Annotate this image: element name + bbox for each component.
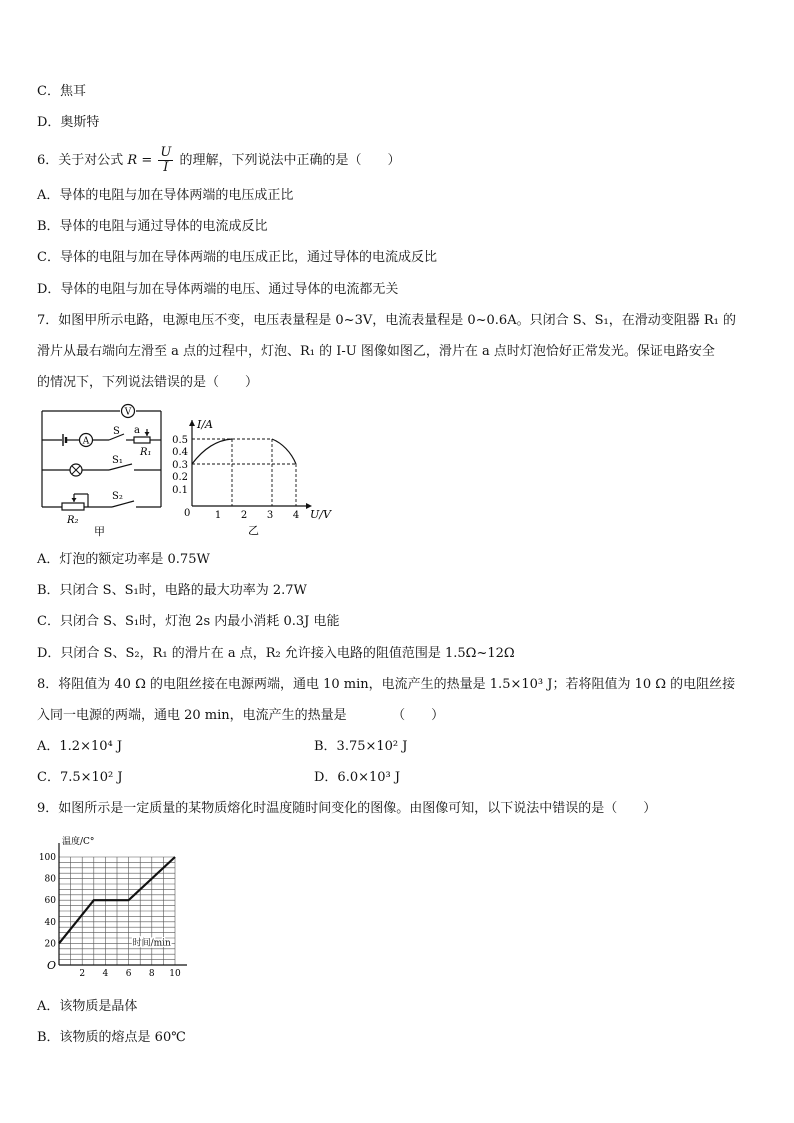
q7-stem-line1: 7．如图甲所示电路，电源电压不变，电压表量程是 0~3V，电流表量程是 0~0.6A。只闭合 S、S₁，在滑动变阻器 R₁ 的: [37, 313, 737, 328]
ytick-0.3: 0.3: [172, 460, 188, 471]
ytick-label: 100: [38, 853, 56, 863]
ytick-0.1: 0.1: [172, 485, 188, 496]
switch-s-label: S: [113, 426, 120, 437]
q6-option-d: D．导体的电阻与加在导体两端的电压、通过导体的电流都无关: [37, 282, 399, 297]
r2-slider-arrow-icon: [72, 498, 77, 502]
q8-option-b: B．3.75×10² J: [314, 739, 408, 754]
q8-option-a: A．1.2×10⁴ J: [37, 739, 123, 754]
q9-melting-chart: [34, 832, 224, 980]
q9-stem: 9．如图所示是一定质量的某物质熔化时温度随时间变化的图像。由图像可知，以下说法中错误的是（ ）: [37, 801, 657, 816]
battery-icon: [63, 434, 66, 446]
chart-ylabel: 温度/C°: [62, 837, 95, 847]
y-axis-arrow-icon: [189, 420, 195, 426]
xtick-label: 8: [148, 969, 155, 979]
q8-stem-line2: 入同一电源的两端，通电 20 min，电流产生的热量是 （ ）: [37, 708, 445, 723]
q5-option-c: C．焦耳: [37, 84, 86, 99]
xtick-3: 3: [266, 510, 274, 521]
lamp-curve: [192, 439, 232, 464]
graph-origin: 0: [184, 508, 191, 519]
ammeter-label: A: [82, 436, 90, 447]
q7-option-a: A．灯泡的额定功率是 0.75W: [37, 552, 210, 567]
ytick-0.4: 0.4: [172, 447, 188, 458]
xtick-label: 10: [169, 969, 181, 979]
xtick-1: 1: [214, 510, 222, 521]
graph-ylabel: I/A: [197, 418, 213, 431]
ytick-label: 60: [44, 896, 56, 907]
q6-option-c: C．导体的电阻与加在导体两端的电压成正比，通过导体的电流成反比: [37, 250, 437, 265]
q9-option-b: B．该物质的熔点是 60℃: [37, 1030, 186, 1045]
q7-circuit-diagram: [36, 403, 168, 541]
ammeter-icon: [80, 434, 93, 447]
q8-stem-line1: 8．将阻值为 40 Ω 的电阻丝接在电源两端，通电 10 min，电流产生的热量是 1.5×10³ J；若将阻值为 10 Ω 的电阻丝接: [37, 677, 736, 692]
chart-xlabel: 时间/min: [132, 938, 171, 949]
q6-formula-denominator: I: [163, 160, 169, 175]
voltmeter-icon: [122, 405, 135, 418]
ytick-label: 20: [44, 939, 56, 950]
lamp-icon: [70, 464, 82, 476]
q8-option-d: D．6.0×10³ J: [314, 770, 401, 785]
r1-curve: [272, 439, 296, 464]
xtick-label: 6: [125, 969, 132, 979]
xtick-label: 2: [79, 969, 86, 979]
xtick-2: 2: [240, 510, 248, 521]
q6-formula-numerator: U: [160, 145, 172, 160]
point-a-label: a: [134, 425, 140, 436]
ytick-0.5: 0.5: [172, 435, 188, 446]
graph-caption: 乙: [248, 524, 259, 537]
q8-option-c: C．7.5×10² J: [37, 770, 123, 785]
q6-option-b: B．导体的电阻与通过导体的电流成反比: [37, 219, 268, 234]
q7-option-b: B．只闭合 S、S₁时，电路的最大功率为 2.7W: [37, 583, 307, 598]
r2-label: R₂: [67, 515, 79, 526]
q6-formula-fraction: [158, 146, 173, 175]
graph-xlabel: U/V: [310, 508, 331, 521]
xtick-4: 4: [292, 510, 300, 521]
ytick-label: 40: [44, 917, 56, 928]
slider-arrow-icon: [145, 432, 150, 436]
q7-option-d: D．只闭合 S、S₂，R₁ 的滑片在 a 点，R₂ 允许接入电路的阻值范围是 1.5Ω~12Ω: [37, 646, 515, 661]
q6-stem-post: 的理解，下列说法中正确的是（ ）: [179, 153, 401, 168]
q7-option-c: C．只闭合 S、S₁时，灯泡 2s 内最小消耗 0.3J 电能: [37, 614, 340, 629]
q5-option-d: D．奥斯特: [37, 115, 100, 130]
q9-option-a: A．该物质是晶体: [37, 999, 138, 1014]
q7-stem-line3: 的情况下，下列说法错误的是（ ）: [37, 375, 259, 390]
voltmeter-label: V: [124, 407, 132, 418]
q6-stem-pre: 6．关于对公式: [37, 153, 124, 168]
q6-stem: [37, 146, 401, 175]
q6-formula-lhs: R =: [127, 153, 153, 168]
origin-label: O: [47, 959, 57, 972]
q7-stem-line2: 滑片从最右端向左滑至 a 点的过程中，灯泡、R₁ 的 I-U 图像如图乙，滑片在 a 点时灯泡恰好正常发光。保证电路安全: [37, 344, 715, 359]
q6-option-a: A．导体的电阻与加在导体两端的电压成正比: [37, 188, 294, 203]
r1-label: R₁: [140, 447, 152, 458]
circuit-caption: 甲: [94, 525, 105, 538]
switch-s2-label: S₂: [112, 491, 123, 502]
ytick-label: 80: [44, 874, 56, 885]
q7-iu-graph: [170, 414, 340, 542]
switch-s1-label: S₁: [112, 455, 123, 466]
xtick-label: 4: [102, 969, 109, 979]
ytick-0.2: 0.2: [172, 472, 188, 483]
